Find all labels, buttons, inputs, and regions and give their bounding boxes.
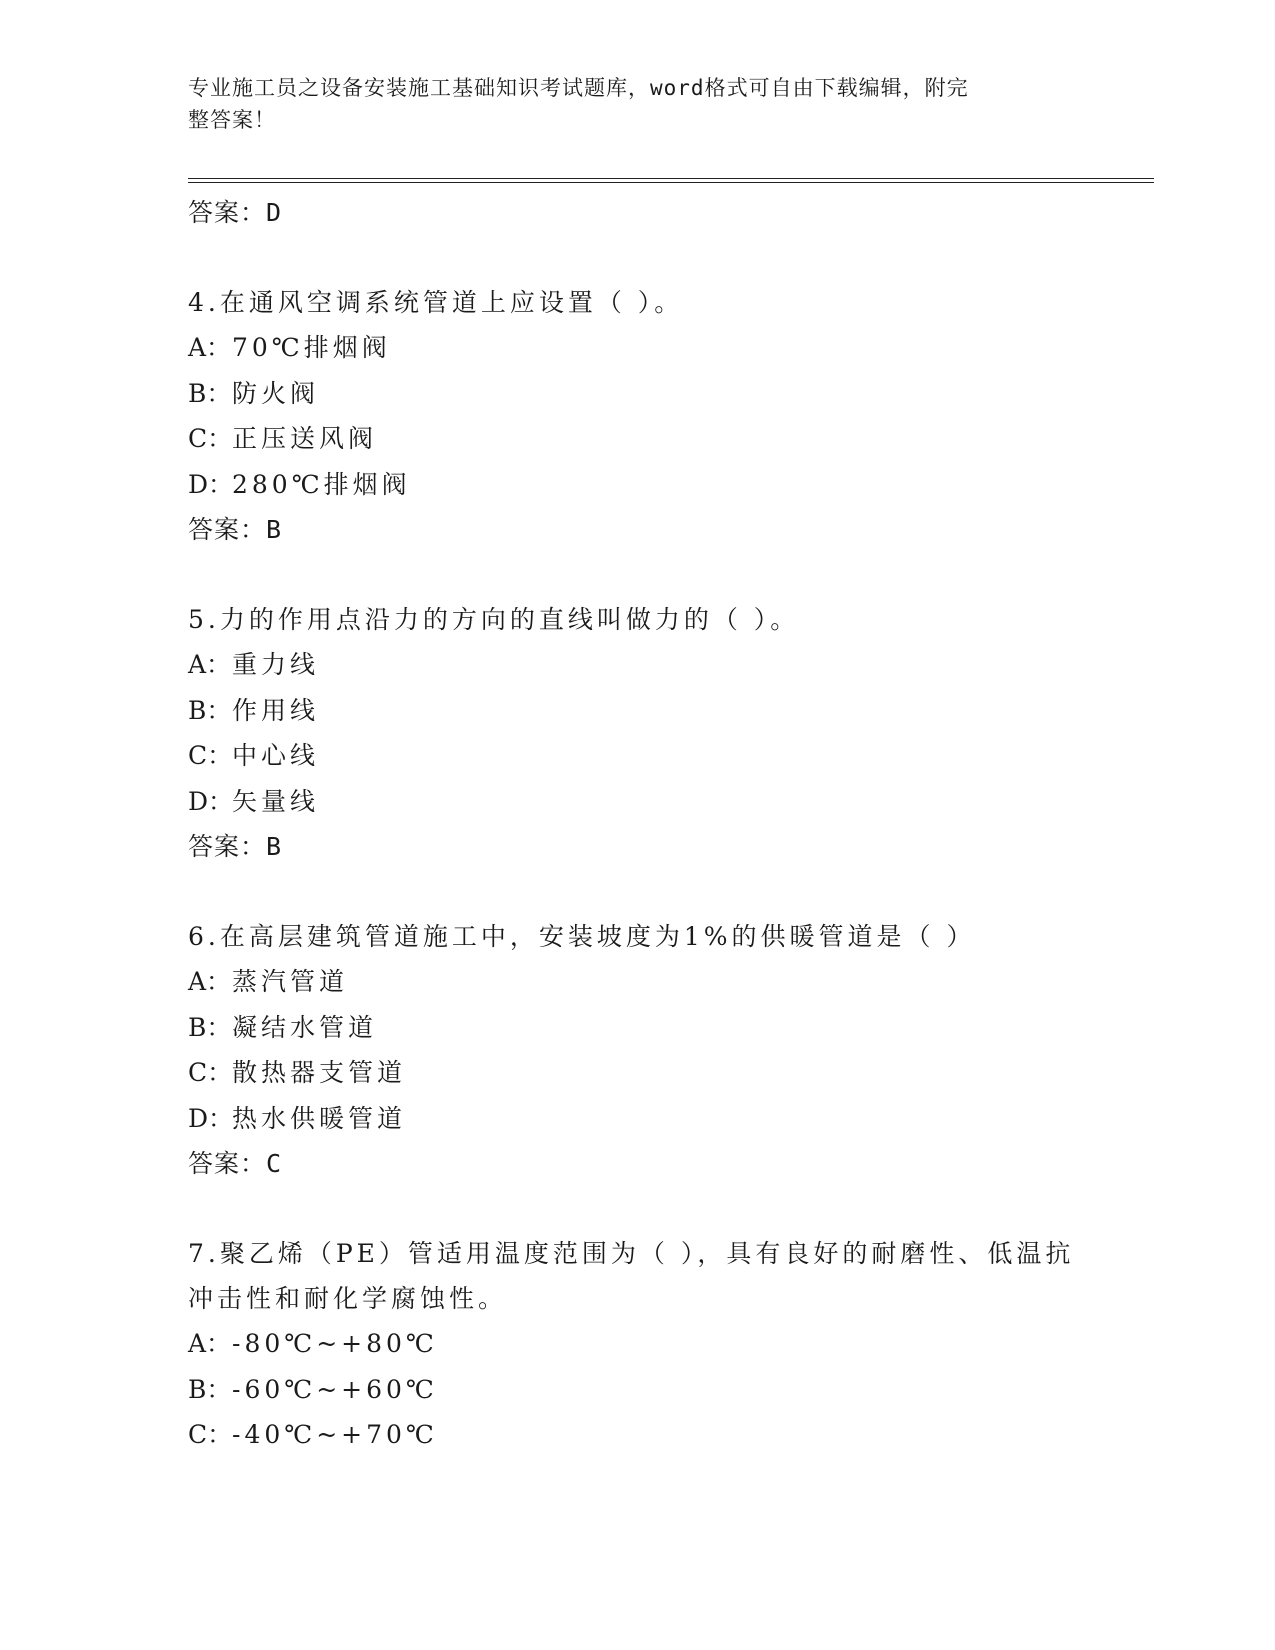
option-d — [188, 462, 1088, 508]
option-a — [188, 642, 1088, 688]
option-text: 矢量线 — [232, 786, 320, 816]
option-c — [188, 1412, 1088, 1458]
option-key: C： — [188, 424, 233, 453]
option-a — [188, 959, 1088, 1005]
option-c — [188, 416, 1088, 462]
option-key: B： — [188, 1012, 232, 1042]
option-text: 280℃排烟阀 — [232, 469, 411, 499]
option-text: 蒸汽管道 — [232, 967, 349, 996]
option-key: B： — [188, 695, 232, 725]
option-d — [188, 1096, 1088, 1142]
header-line-1: 专业施工员之设备安装施工基础知识考试题库，word格式可自由下载编辑，附完 — [188, 76, 969, 100]
option-c — [188, 733, 1088, 779]
spacer — [188, 553, 1088, 597]
option-key: A： — [188, 967, 232, 996]
option-text: 散热器支管道 — [232, 1058, 407, 1087]
option-text: 凝结水管道 — [232, 1012, 378, 1042]
option-text: -60℃~+60℃ — [232, 1374, 438, 1404]
spacer — [188, 1187, 1088, 1231]
question-block — [188, 1231, 1088, 1458]
question-text: 4.在通风空调系统管道上应设置（ ）。 — [188, 288, 684, 317]
answer-line: 答案：B — [188, 515, 283, 544]
answer-line: 答案：C — [188, 1149, 283, 1178]
question-text: 7.聚乙烯（PE）管适用温度范围为（ ），具有良好的耐磨性、低温抗冲击性和耐化学腐蚀性。 — [188, 1239, 1075, 1313]
option-b — [188, 688, 1088, 734]
option-b — [188, 1005, 1088, 1051]
option-a — [188, 325, 1088, 371]
option-key: A： — [188, 1329, 232, 1358]
option-key: C： — [188, 1420, 233, 1449]
question-block — [188, 597, 1088, 870]
option-b — [188, 1367, 1088, 1413]
question-text: 5.力的作用点沿力的方向的直线叫做力的（ ）。 — [188, 605, 800, 634]
spacer — [188, 236, 1088, 280]
header-line-2: 整答案！ — [188, 108, 276, 132]
spacer — [188, 870, 1088, 914]
option-text: -40℃~+70℃ — [232, 1420, 438, 1449]
option-key: A： — [188, 333, 232, 362]
option-text: 作用线 — [232, 695, 320, 725]
question-block — [188, 914, 1088, 1187]
option-key: D： — [188, 1103, 234, 1133]
option-text: 中心线 — [232, 741, 320, 770]
option-text: 正压送风阀 — [232, 424, 378, 453]
option-key: B： — [188, 1374, 232, 1404]
option-key: B： — [188, 378, 232, 408]
question-text: 6.在高层建筑管道施工中，安装坡度为1%的供暖管道是（ ） — [188, 922, 976, 951]
header-divider-top — [188, 178, 1154, 179]
option-b — [188, 371, 1088, 417]
option-key: C： — [188, 741, 233, 770]
answer-line: 答案：D — [188, 198, 283, 227]
option-key: D： — [188, 469, 234, 499]
option-d — [188, 779, 1088, 825]
option-text: 70℃排烟阀 — [232, 333, 391, 362]
option-key: A： — [188, 650, 232, 679]
option-key: C： — [188, 1058, 233, 1087]
header-divider-bottom — [188, 182, 1154, 183]
option-text: 防火阀 — [232, 378, 320, 408]
question-list — [188, 190, 1088, 1458]
option-text: 重力线 — [232, 650, 320, 679]
answer-line: 答案：B — [188, 832, 283, 861]
option-key: D： — [188, 786, 234, 816]
option-a — [188, 1321, 1088, 1367]
option-text: 热水供暖管道 — [232, 1103, 407, 1133]
option-text: -80℃~+80℃ — [232, 1329, 438, 1358]
document-header — [188, 72, 1068, 136]
question-block — [188, 280, 1088, 553]
option-c — [188, 1050, 1088, 1096]
